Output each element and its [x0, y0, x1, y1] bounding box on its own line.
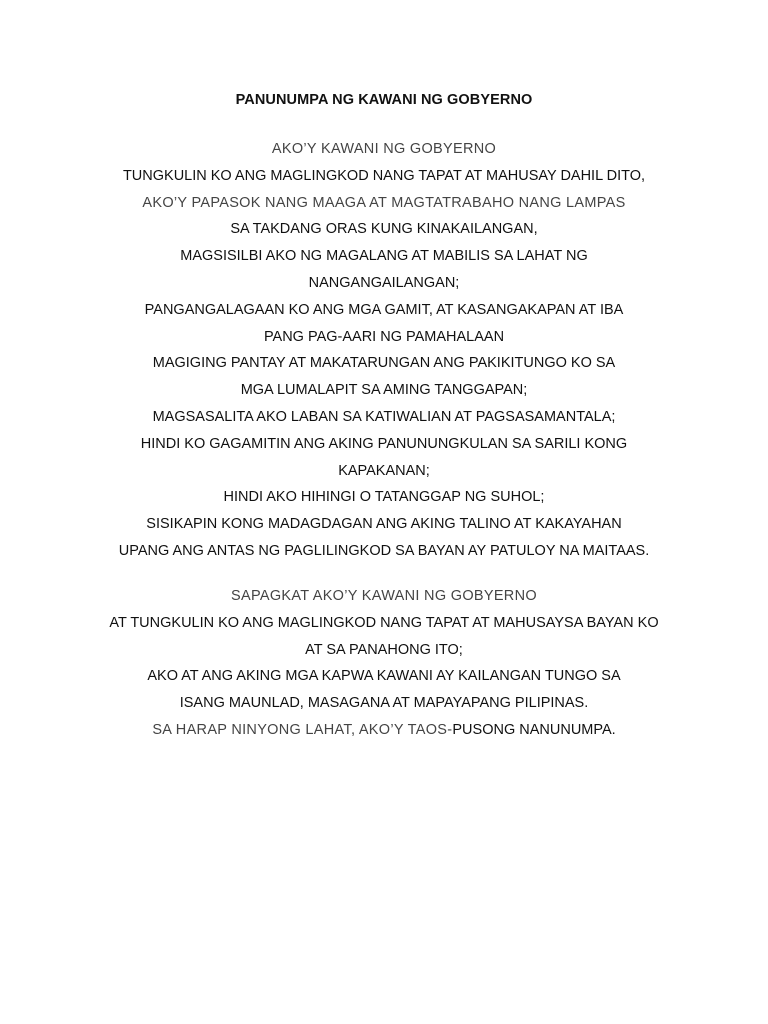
oath-line: ISANG MAUNLAD, MASAGANA AT MAPAYAPANG PILIPINAS. [179, 695, 589, 712]
oath-line: PANG PAG-AARI NG PAMAHALAAN [263, 328, 505, 345]
oath-line: HINDI AKO HIHINGI O TATANGGAP NG SUHOL; [223, 489, 545, 506]
oath-line: MAGSISILBI AKO NG MAGALANG AT MABILIS SA LAHAT NG [180, 248, 588, 265]
oath-line: PANGANGALAGAAN KO ANG MGA GAMIT, AT KASANGAKAPAN AT IBA [144, 301, 624, 318]
oath-line: SISIKAPIN KONG MADAGDAGAN ANG AKING TALINO AT KAKAYAHAN [146, 516, 622, 533]
oath-line: AKO AT ANG AKING MGA KAPWA KAWANI AY KAILANGAN TUNGO SA [147, 668, 621, 685]
oath-line: MGA LUMALAPIT SA AMING TANGGAPAN; [240, 382, 528, 399]
oath-line: AT TUNGKULIN KO ANG MAGLINGKOD NANG TAPAT AT MAHUSAYSA BAYAN KO [109, 614, 659, 631]
oath-stanza-2 [0, 583, 768, 744]
oath-closing-line [0, 717, 768, 744]
oath-stanza-1 [0, 136, 768, 565]
closing-dark-text: PUSONG NANUNUMPA. [452, 721, 616, 738]
oath-line: AT SA PANAHONG ITO; [305, 641, 463, 658]
oath-line: MAGSASALITA AKO LABAN SA KATIWALIAN AT PAGSASAMANTALA; [152, 408, 616, 425]
oath-line: HINDI KO GAGAMITIN ANG AKING PANUNUNGKULAN SA SARILI KONG [140, 435, 628, 452]
oath-line: MAGIGING PANTAY AT MAKATARUNGAN ANG PAKIKITUNGO KO SA [152, 355, 616, 372]
oath-line: AKO’Y KAWANI NG GOBYERNO [271, 141, 497, 157]
oath-line: KAPAKANAN; [338, 462, 430, 479]
oath-line: SA TAKDANG ORAS KUNG KINAKAILANGAN, [230, 221, 538, 238]
oath-line: AKO’Y PAPASOK NANG MAAGA AT MAGTATRABAHO NANG LAMPAS [142, 194, 626, 211]
closing-light-text: SA HARAP NINYONG LAHAT, AKO’Y TAOS- [152, 721, 453, 738]
oath-line: NANGANGAILANGAN; [308, 274, 460, 291]
document-title: PANUNUMPA NG KAWANI NG GOBYERNO [235, 92, 533, 108]
oath-line: UPANG ANG ANTAS NG PAGLILINGKOD SA BAYAN AY PATULOY NA MAITAAS. [118, 542, 650, 559]
oath-line: SAPAGKAT AKO’Y KAWANI NG GOBYERNO [231, 588, 537, 604]
oath-line: TUNGKULIN KO ANG MAGLINGKOD NANG TAPAT AT MAHUSAY DAHIL DITO, [122, 167, 646, 184]
